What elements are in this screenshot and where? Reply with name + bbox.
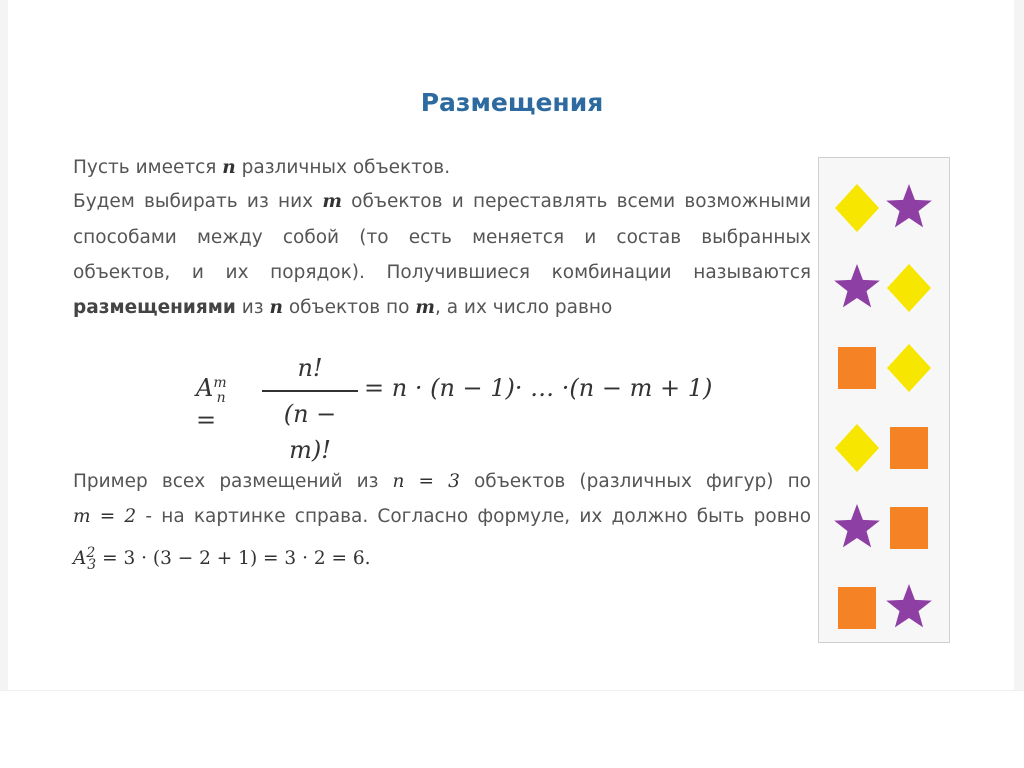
square-shape [831,342,883,394]
math-variable-n: n [222,157,236,178]
text-run: Пример всех размещений из [73,471,393,492]
math-variable-m: m [322,191,342,212]
fraction-bar [262,390,358,392]
arrangements-illustration [818,157,950,643]
math-variable-m: m [415,297,435,318]
diamond-shape [883,262,935,314]
text-run: объектов (различных фигур) по [459,471,811,492]
paragraph-line-3: способами между собой (то есть меняется и состав выбранных [73,227,811,248]
star-shape [883,182,935,234]
text-run: из [235,297,270,318]
math-expression: = 3 · (3 − 2 + 1) = 3 · 2 = 6. [96,548,371,570]
example-line-2 [73,501,811,533]
text-run: - на картинке справа. Согласно формуле, их должно быть ровно [136,506,812,527]
formula-symbol: A [73,548,87,570]
slide-bottom-area [0,690,1024,768]
example-line-3 [73,537,811,581]
text-run: Будем выбирать из них [73,191,323,212]
paragraph-line-4: объектов, и их порядок). Получившиеся комбинации называются [73,262,811,283]
formula-superscript: 2 [86,545,96,561]
math-expression: m = 2 [73,506,137,527]
diamond-shape [831,422,883,474]
formula-rhs: = n · (n − 1)· … ·(n − m + 1) [364,374,713,402]
star-shape [831,262,883,314]
square-shape [831,582,883,634]
formula-symbol: A [196,374,214,402]
square-shape [883,502,935,554]
text-run: различных объектов. [235,157,451,178]
paragraph-line-5 [73,292,811,324]
text-run: Пусть имеется [73,157,223,178]
text-run: , а их число равно [434,297,613,318]
paragraph-line-1 [73,152,811,184]
formula-equals: = [196,405,217,434]
formula-subscript: n [216,389,226,406]
diamond-shape [883,342,935,394]
star-shape [831,502,883,554]
term-bold: размещениями [73,297,236,318]
math-expression: n = 3 [392,471,460,492]
text-run: объектов по [282,297,416,318]
formula-fraction [262,350,358,464]
diamond-shape [831,182,883,234]
formula-lhs [196,374,226,434]
paragraph-line-2 [73,186,811,218]
text-run: объектов и переставлять всеми возможными [341,191,812,212]
math-variable-n: n [269,297,283,318]
example-line-1 [73,466,811,498]
star-shape [883,582,935,634]
formula-numerator: n! [297,354,323,382]
square-shape [883,422,935,474]
page-title: Размещения [420,88,604,117]
formula-superscript: m [213,375,227,391]
formula-denominator: (n − m)! [283,400,337,464]
formula-subscript: 3 [87,556,97,573]
